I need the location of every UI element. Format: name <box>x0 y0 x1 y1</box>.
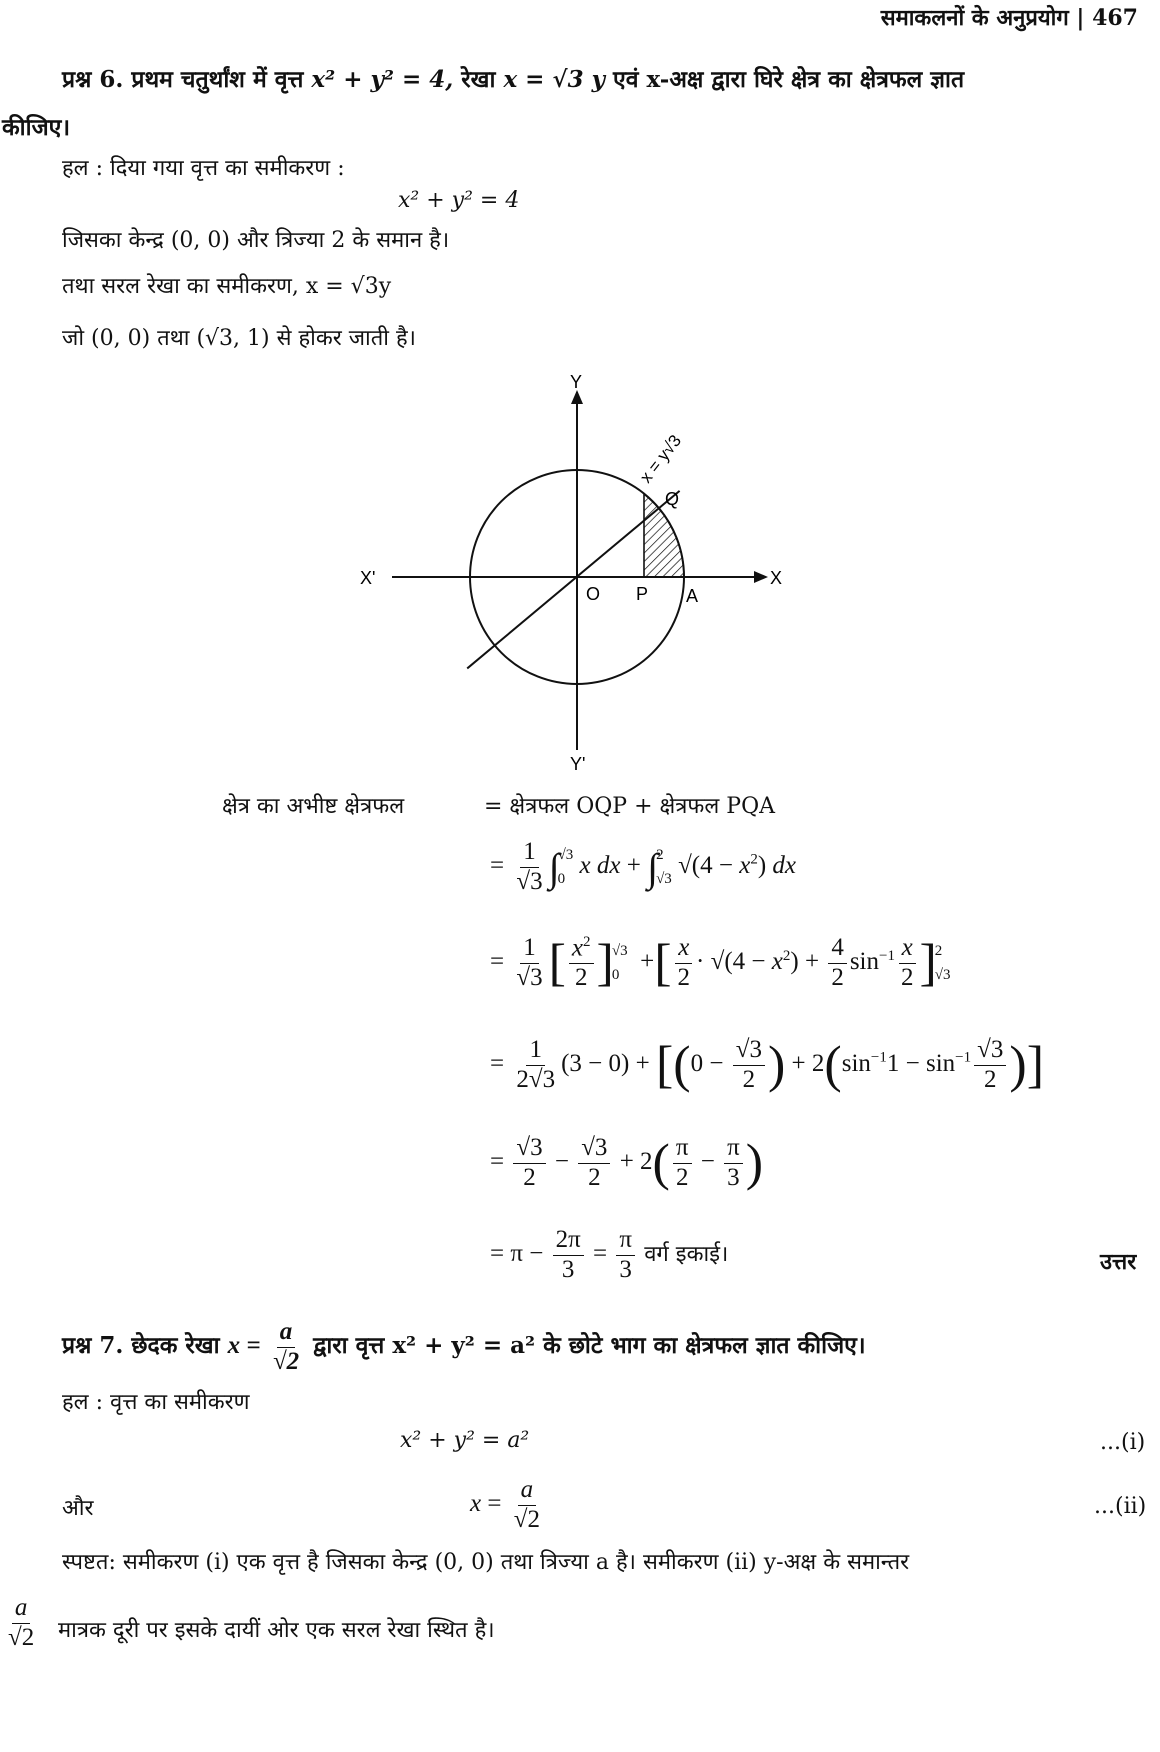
calc-row-6: = π − $\frac{2\pi}{3}$ = $\frac{\pi}{3}$ वर्ग इकाई। <box>490 1226 729 1283</box>
calc-lhs: क्षेत्र का अभीष्ट क्षेत्रफल <box>222 794 405 819</box>
solution-7-frac: $\frac{a}{√2}$ <box>8 1594 35 1651</box>
solution-7-tag-2: ...(ii) <box>1094 1494 1147 1519</box>
solution-6-line-1: हल : दिया गया वृत्त का समीकरण : <box>62 156 345 181</box>
page-header: समाकलनों के अनुप्रयोग | 467 <box>880 5 1138 31</box>
question-6-text-d: कीजिए। <box>2 114 71 141</box>
solution-6-line-4: तथा सरल रेखा का समीकरण, x = √3y <box>62 274 392 299</box>
question-6-text-a: प्रथम चतुर्थांश में वृत्त <box>131 66 304 93</box>
solution-6-line-2: x² + y² = 4 <box>398 188 520 213</box>
question-6-text-c: एवं x-अक्ष द्वारा घिरे क्षेत्र का क्षेत्रफल ज्ञात <box>612 66 965 93</box>
question-6-text-b: रेखा <box>461 66 496 93</box>
question-7-text-a: छेदक रेखा <box>131 1331 220 1359</box>
solution-7-line-3: स्पष्टत: समीकरण (i) एक वृत्त है जिसका केन्द्र (0, 0) तथा त्रिज्या a है। समीकरण (ii) y-अक्ष के समान्तर <box>62 1550 910 1575</box>
label-y-prime: Y' <box>570 754 586 774</box>
label-x: X <box>770 568 783 588</box>
label-p: P <box>636 584 649 604</box>
calc-row-1: = क्षेत्रफल OQP + क्षेत्रफल PQA <box>484 794 776 819</box>
label-a: A <box>686 586 699 606</box>
label-q: Q <box>665 489 680 509</box>
solution-6-line-3: जिसका केन्द्र (0, 0) और त्रिज्या 2 के समान है। <box>62 228 450 253</box>
solution-7-line-1: हल : वृत्त का समीकरण <box>62 1390 250 1415</box>
solution-7-line-4: मात्रक दूरी पर इसके दायीं ओर एक सरल रेखा स्थित है। <box>58 1618 495 1643</box>
y-axis-arrow <box>571 390 583 404</box>
solution-7-aur: और <box>62 1496 94 1521</box>
label-o: O <box>586 584 601 604</box>
solution-7-eq-2: x = $\frac{a}{√2}$ <box>470 1476 540 1533</box>
label-x-prime: X' <box>360 568 376 588</box>
question-7: प्रश्न 7. छेदक रेखा x = $\frac{a}{√2}$ द्वारा वृत्त x² + y² = a² के छोटे भाग का क्षेत्रफल ज्ञात कीजिए। <box>62 1318 866 1375</box>
answer-label: उत्तर <box>1100 1249 1137 1275</box>
question-6-label: प्रश्न 6. <box>62 66 124 93</box>
label-y: Y <box>570 372 583 392</box>
x-axis-arrow <box>754 571 768 583</box>
label-line: x = y√3 <box>636 431 686 487</box>
question-6-line-eq: x = √3 y <box>503 66 605 93</box>
calc-row-5: = $\frac{√3}{2}$ − $\frac{√3}{2}$ + 2( $\frac{\pi}{2}$ − $\frac{\pi}{3}$ ) <box>490 1134 764 1192</box>
solution-7-eq-1: x² + y² = a² <box>400 1428 530 1453</box>
question-6-circle-eq: x² + y² = 4, <box>311 66 454 93</box>
calc-row-6-tail: वर्ग इकाई। <box>644 1241 729 1267</box>
question-7-label: प्रश्न 7. <box>62 1331 124 1359</box>
calc-row-2: = $\frac{1}{√3}$ ∫ √3 0 x dx + ∫ 2 √3 $√(4 - x^2)$ dx <box>490 838 797 895</box>
calc-row-3: = $\frac{1}{√3}$ [ $\frac{x^2}{2}$ ] √3 0 +[ $\frac{x}{2}$ · $√(4 - x^2)$ + $\frac{4}{2}$ $\sin^{-1}$ $\frac{x}{2}$ ] 2 √3 <box>490 934 951 992</box>
question-6 <box>62 62 964 94</box>
solution-7-tag-1: ...(i) <box>1100 1430 1146 1455</box>
solution-6-line-5: जो (0, 0) तथा (√3, 1) से होकर जाती है। <box>62 326 417 351</box>
question-7-text-b: द्वारा वृत्त x² + y² = a² के छोटे भाग का क्षेत्रफल ज्ञात कीजिए। <box>313 1331 866 1359</box>
calc-row-4: = $\frac{1}{2√3}$ (3 − 0) + [(0 − $\frac{√3}{2}$ ) + $2(\sin^{-1}1 - \sin^{-1}$ $\frac{√3}{2}$ )] <box>490 1036 1045 1094</box>
circle-figure <box>360 370 800 780</box>
